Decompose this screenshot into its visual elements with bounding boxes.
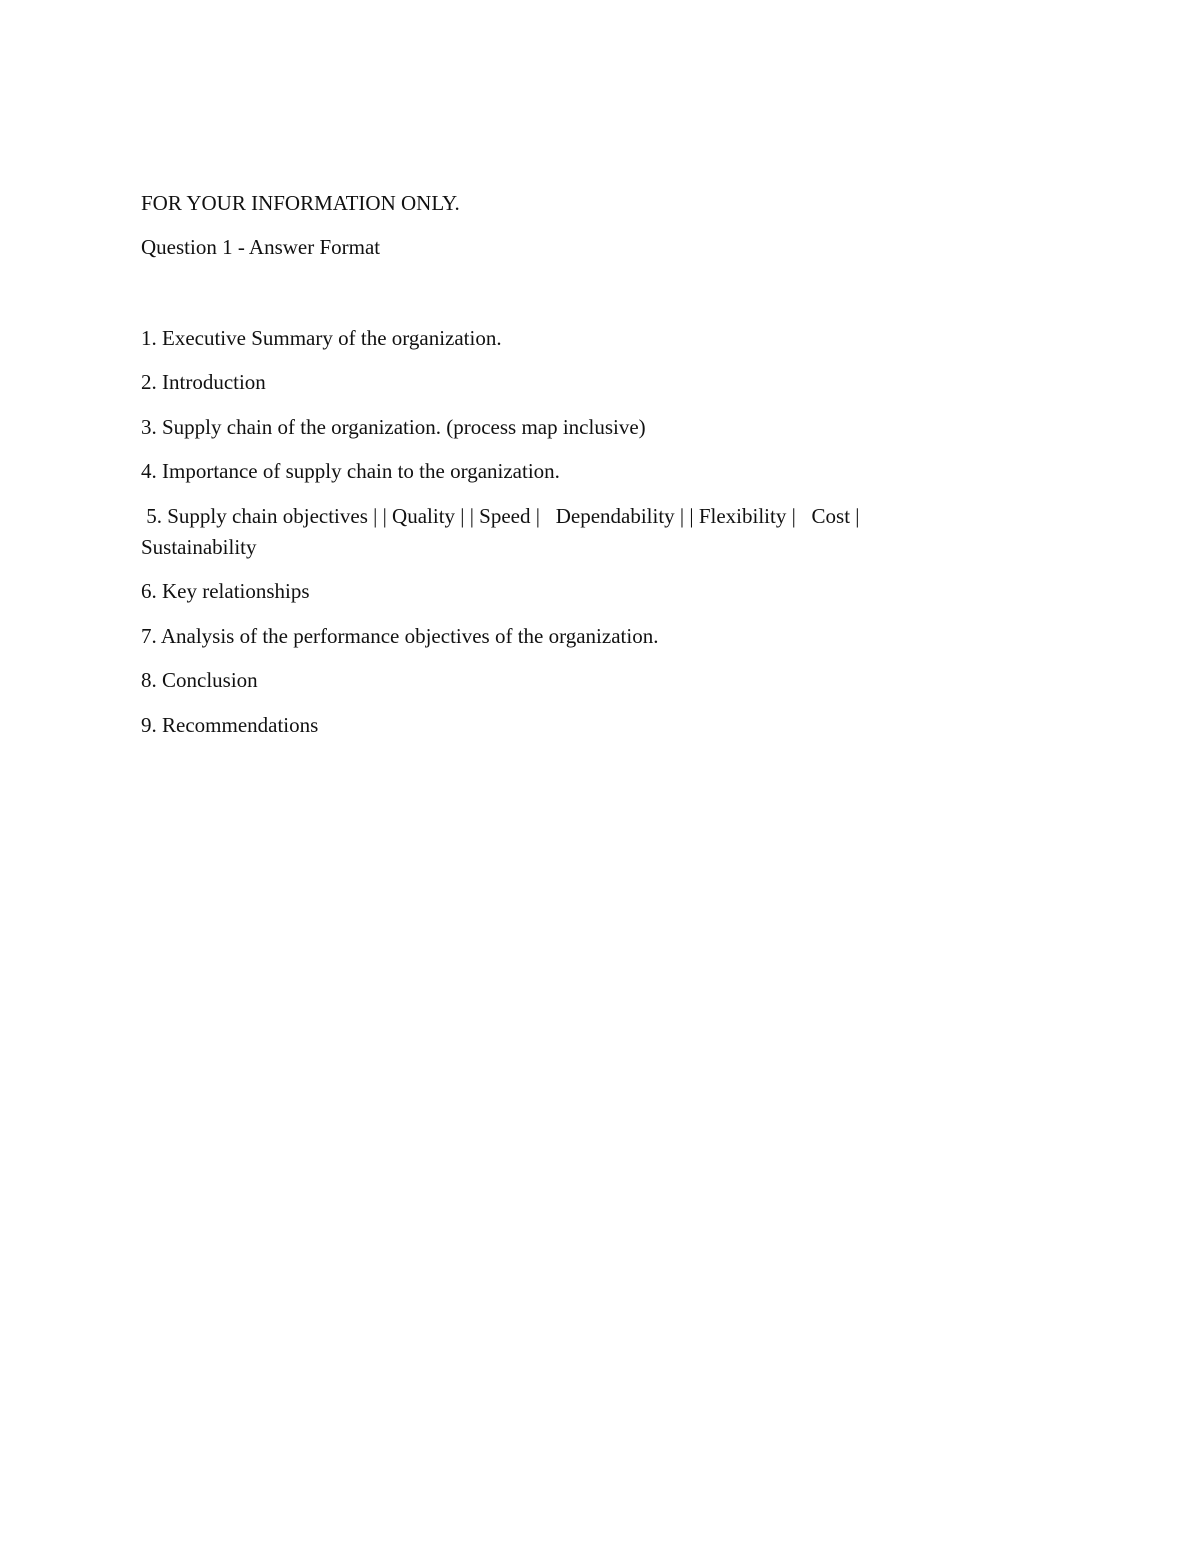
document-heading: FOR YOUR INFORMATION ONLY. bbox=[141, 191, 460, 215]
list-item-objectives-continued: Sustainability bbox=[141, 535, 257, 559]
list-item-conclusion: 8. Conclusion bbox=[141, 668, 258, 692]
list-item-supply-chain: 3. Supply chain of the organization. (process map inclusive) bbox=[141, 415, 646, 439]
list-item-recommendations: 9. Recommendations bbox=[141, 713, 319, 737]
list-item-importance: 4. Importance of supply chain to the organization. bbox=[141, 459, 560, 483]
list-item-key-relationships: 6. Key relationships bbox=[141, 579, 310, 603]
list-item-analysis: 7. Analysis of the performance objectives of the organization. bbox=[141, 624, 659, 648]
list-item-objectives: 5. Supply chain objectives | | Quality | | Speed | Dependability | | Flexibility | Cost | bbox=[141, 504, 860, 528]
list-item-executive-summary: 1. Executive Summary of the organization. bbox=[141, 326, 502, 350]
question-title: Question 1 - Answer Format bbox=[141, 235, 381, 259]
list-item-introduction: 2. Introduction bbox=[141, 370, 266, 394]
